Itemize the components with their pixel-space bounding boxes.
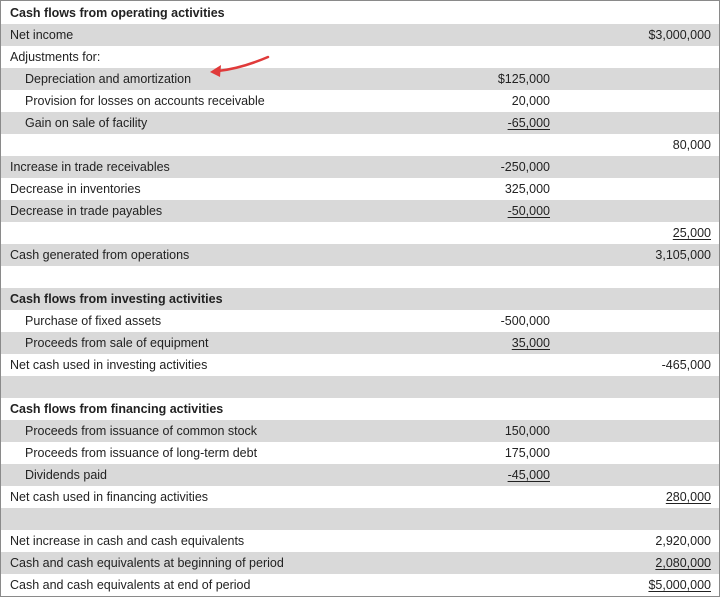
- financing-label: Dividends paid: [25, 468, 107, 482]
- investing-heading: Cash flows from investing activities: [10, 292, 223, 306]
- financing-amount: 150,000: [504, 424, 550, 438]
- working-capital-amount: 325,000: [504, 182, 550, 196]
- summary-total: $5,000,000: [648, 578, 711, 592]
- investing-net-label: Net cash used in investing activities: [10, 358, 208, 372]
- investing-net-total: -465,000: [661, 358, 711, 372]
- financing-amount: -45,000: [507, 468, 550, 482]
- adjustment-amount: $125,000: [497, 72, 550, 86]
- investing-heading-row: [1, 288, 719, 310]
- working-capital-row: [1, 156, 719, 178]
- summary-row: [1, 530, 719, 552]
- spacer-row: [1, 376, 719, 398]
- adjustment-row: [1, 68, 719, 90]
- working-capital-amount: -50,000: [507, 204, 550, 218]
- adjustment-row: [1, 90, 719, 112]
- investing-row: [1, 310, 719, 332]
- summary-label: Cash and cash equivalents at end of period: [10, 578, 251, 592]
- financing-amount: 175,000: [504, 446, 550, 460]
- investing-amount: -500,000: [500, 314, 550, 328]
- investing-label: Proceeds from sale of equipment: [25, 336, 209, 350]
- working-capital-total-row: [1, 222, 719, 244]
- cash-generated-total: 3,105,000: [655, 248, 711, 262]
- spacer-row: [1, 266, 719, 288]
- summary-label: Net increase in cash and cash equivalents: [10, 534, 245, 548]
- financing-label: Proceeds from issuance of long-term debt: [25, 446, 258, 460]
- adjustment-amount: -65,000: [507, 116, 550, 130]
- adjustment-label: Provision for losses on accounts receivable: [25, 94, 265, 108]
- summary-total: 2,920,000: [655, 534, 711, 548]
- adjustments-label-row: [1, 46, 719, 68]
- financing-label: Proceeds from issuance of common stock: [25, 424, 258, 438]
- operating-heading-row: [1, 2, 719, 24]
- working-capital-label: Increase in trade receivables: [10, 160, 170, 174]
- operating-heading: Cash flows from operating activities: [10, 6, 225, 20]
- summary-row: [1, 552, 719, 574]
- working-capital-row: [1, 200, 719, 222]
- financing-row: [1, 420, 719, 442]
- financing-row: [1, 442, 719, 464]
- financing-net-label: Net cash used in financing activities: [10, 490, 209, 504]
- adjustments-label: Adjustments for:: [10, 50, 101, 64]
- spacer-row: [1, 508, 719, 530]
- summary-label: Cash and cash equivalents at beginning of period: [10, 556, 284, 570]
- summary-row: [1, 574, 719, 596]
- investing-label: Purchase of fixed assets: [25, 314, 162, 328]
- adjustments-total-row: [1, 134, 719, 156]
- adjustment-row: [1, 112, 719, 134]
- net-income-label: Net income: [10, 28, 74, 42]
- working-capital-row: [1, 178, 719, 200]
- working-capital-label: Decrease in inventories: [10, 182, 141, 196]
- financing-row: [1, 464, 719, 486]
- cash-generated-row: [1, 244, 719, 266]
- net-income-row: [1, 24, 719, 46]
- financing-heading: Cash flows from financing activities: [10, 402, 224, 416]
- financing-net-total: 280,000: [665, 490, 711, 504]
- net-income-total: $3,000,000: [648, 28, 711, 42]
- adjustment-amount: 20,000: [511, 94, 550, 108]
- investing-amount: 35,000: [511, 336, 550, 350]
- financing-net-row: [1, 486, 719, 508]
- summary-total: 2,080,000: [655, 556, 711, 570]
- financing-heading-row: [1, 398, 719, 420]
- working-capital-amount: -250,000: [500, 160, 550, 174]
- adjustments-total: 80,000: [672, 138, 711, 152]
- adjustment-label: Gain on sale of facility: [25, 116, 148, 130]
- adjustment-label: Depreciation and amortization: [25, 72, 192, 86]
- working-capital-label: Decrease in trade payables: [10, 204, 163, 218]
- investing-row: [1, 332, 719, 354]
- cash-generated-label: Cash generated from operations: [10, 248, 190, 262]
- investing-net-row: [1, 354, 719, 376]
- working-capital-total: 25,000: [672, 226, 711, 240]
- red-arrow-icon: [206, 51, 276, 81]
